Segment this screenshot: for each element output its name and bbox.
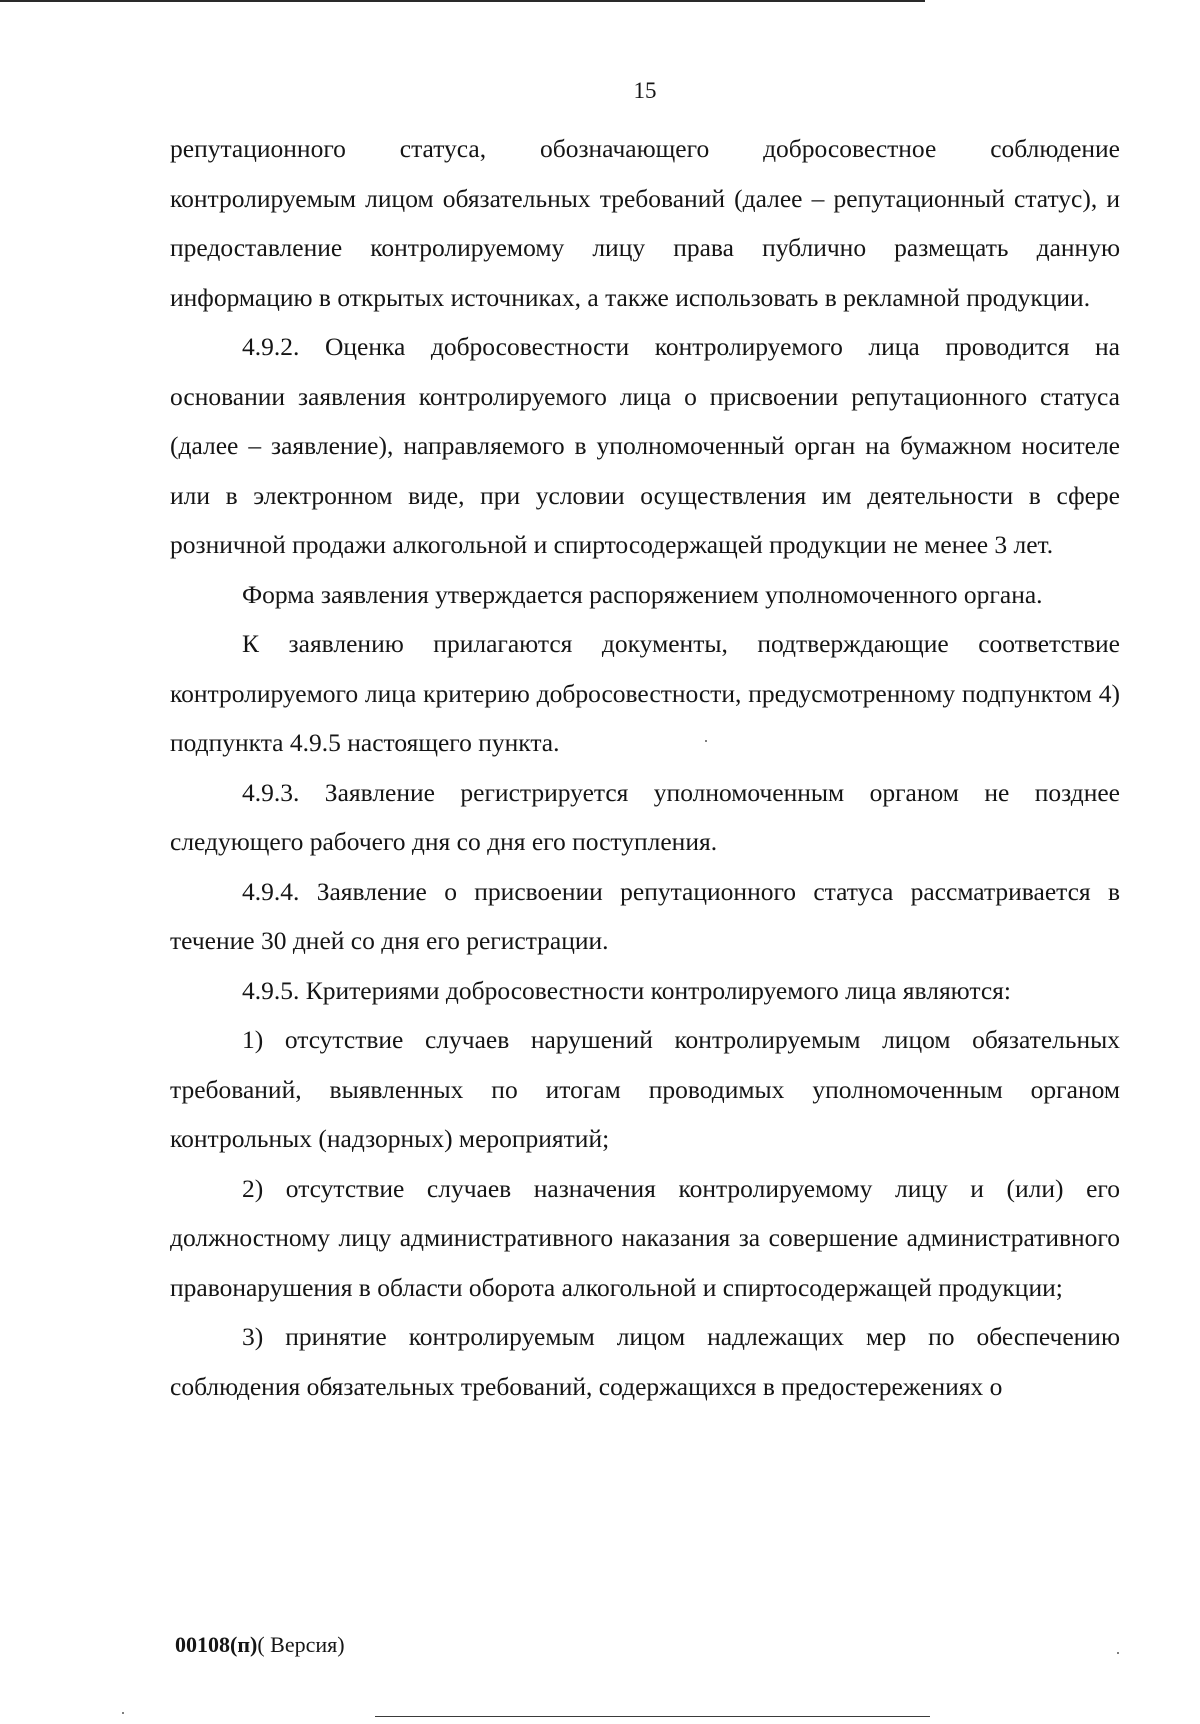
scan-speck: [122, 1712, 124, 1714]
paragraph-attachments: К заявлению прилагаются документы, подтверждающие соответствие контролируемого лица критерию добросовестности, предусмотренному подпунктом 4) подпункта 4.9.5 настоящего пункта.: [170, 629, 1120, 757]
paragraph-form: Форма заявления утверждается распоряжением уполномоченного органа.: [242, 579, 1043, 609]
criterion-3: 3) принятие контролируемым лицом надлежащих мер по обеспечению соблюдения обязательных требований, содержащихся в предостережениях о: [170, 1322, 1120, 1401]
document-body: [170, 124, 1120, 1411]
criterion-1: 1) отсутствие случаев нарушений контролируемым лицом обязательных требований, выявленных по итогам проводимых уполномоченным органом контрольных (надзорных) мероприятий;: [170, 1025, 1120, 1153]
paragraph-continuation: репутационного статуса, обозначающего добросовестное соблюдение контролируемым лицом обязательных требований (далее – репутационный статус), и предоставление контролируемому лицу права публично размещать данную информацию в открытых источниках, а также использовать в рекламной продукции.: [170, 134, 1120, 312]
document-footer: [175, 1630, 345, 1660]
scan-speck: [1117, 1652, 1119, 1654]
paragraph-4-9-2: 4.9.2. Оценка добросовестности контролируемого лица проводится на основании заявления контролируемого лица о присвоении репутационного статуса (далее – заявление), направляемого в уполномоченный орган на бумажном носителе или в электронном виде, при условии осуществления им деятельности в сфере розничной продажи алкогольной и спиртосодержащей продукции не менее 3 лет.: [170, 332, 1120, 559]
paragraph-4-9-4: 4.9.4. Заявление о присвоении репутационного статуса рассматривается в течение 30 дней со дня его регистрации.: [170, 876, 1120, 955]
paragraph-4-9-3: 4.9.3. Заявление регистрируется уполномоченным органом не позднее следующего рабочего дня со дня его поступления.: [170, 777, 1120, 856]
scan-edge-bottom: [375, 1716, 930, 1717]
scan-speck: [705, 740, 707, 742]
scan-edge-top: [0, 0, 925, 2]
document-code: 00108(п): [175, 1632, 258, 1657]
page-number: 15: [633, 78, 657, 103]
paragraph-4-9-5: 4.9.5. Критериями добросовестности контролируемого лица являются:: [242, 975, 1011, 1005]
document-version: ( Версия): [257, 1632, 345, 1657]
criterion-2: 2) отсутствие случаев назначения контролируемому лицу и (или) его должностному лицу административного наказания за совершение административного правонарушения в области оборота алкогольной и спиртосодержащей продукции;: [170, 1173, 1120, 1302]
